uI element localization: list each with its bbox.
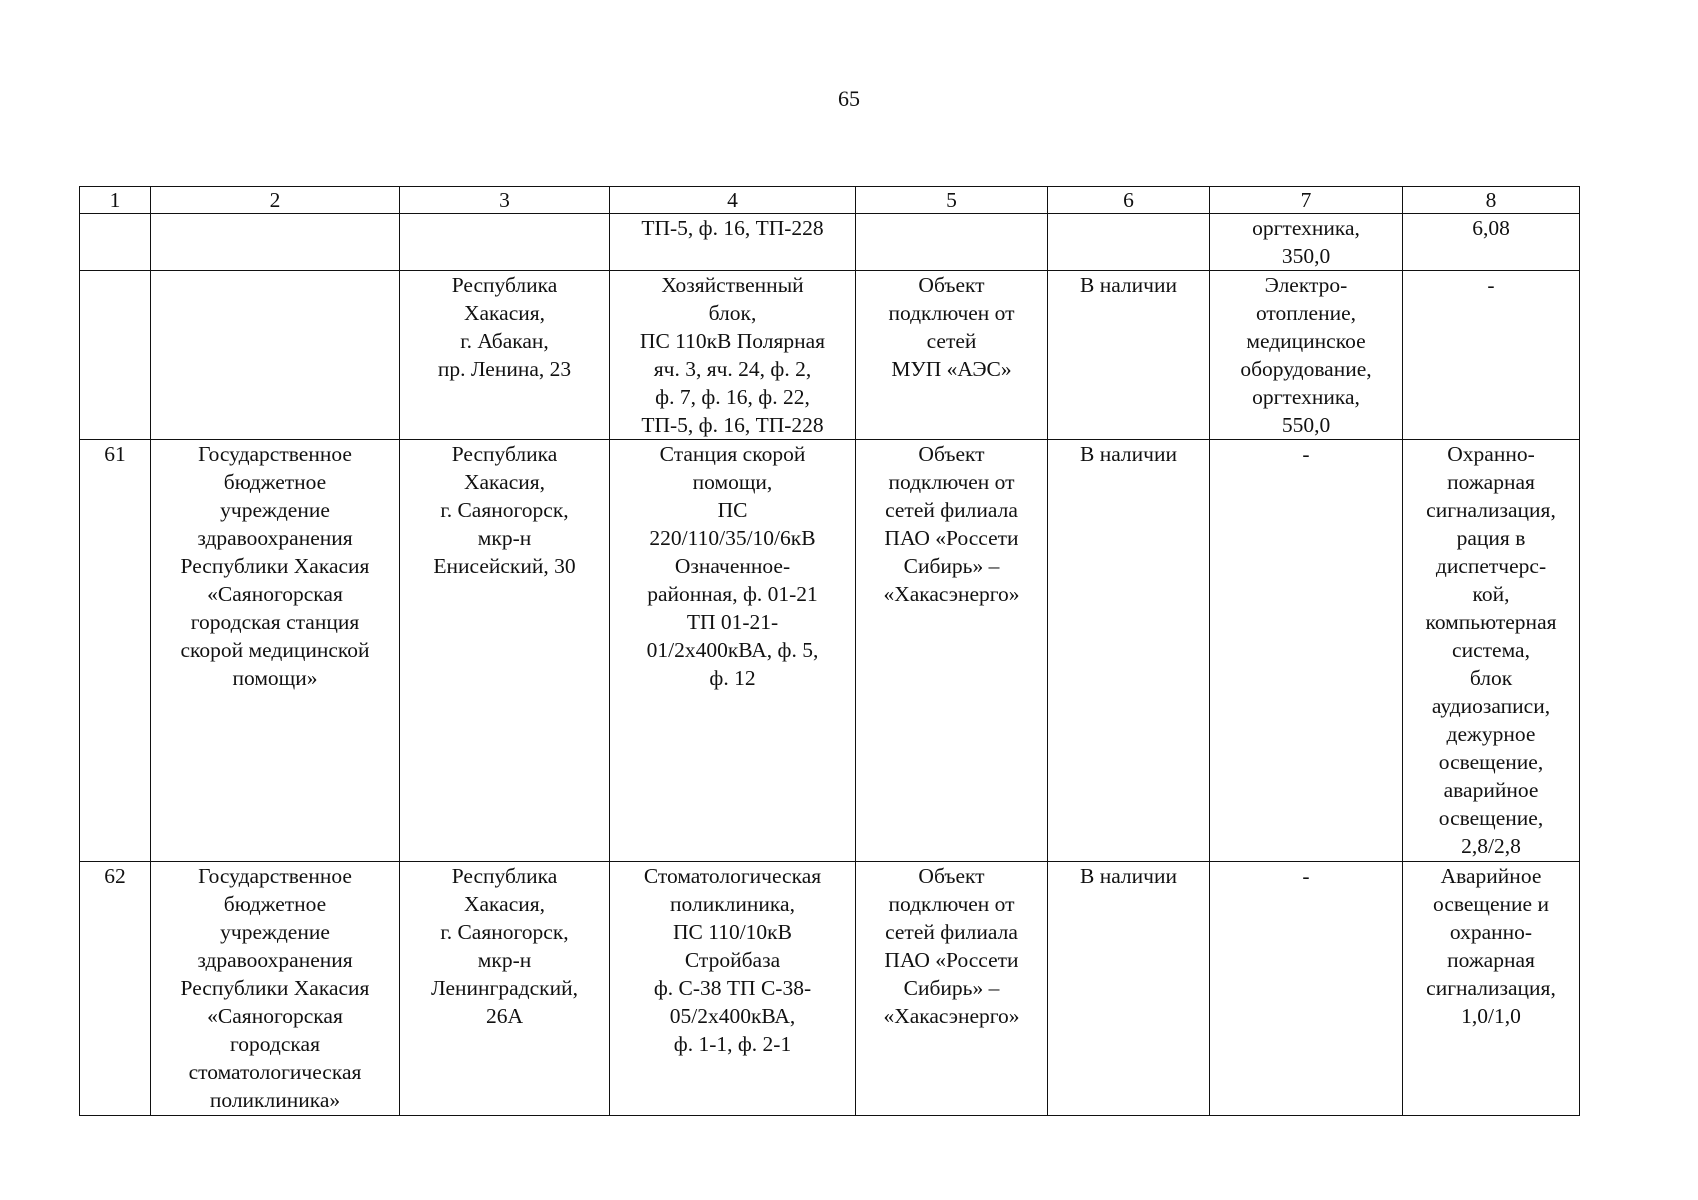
table-row	[80, 862, 1580, 1116]
cell-text-line: ф. 7, ф. 16, ф. 22,	[655, 385, 810, 409]
cell-text-line: Республика	[451, 442, 558, 466]
cell-text-line: Сибирь» –	[903, 554, 1000, 578]
cell-text-line: 05/2х400кВА,	[669, 1004, 796, 1028]
cell-text-line: Енисейский, 30	[433, 554, 576, 578]
status-cell	[1048, 440, 1210, 862]
cell-text-line: оборудование,	[1240, 357, 1372, 381]
cell-text-line: подключен от	[888, 301, 1015, 325]
cell-text-line: здравоохранения	[197, 948, 353, 972]
cell-text-line: подключен от	[888, 470, 1015, 494]
organization-cell	[151, 271, 400, 440]
cell-text-line: Стоматологическая	[643, 864, 822, 888]
cell-text-line: блок,	[708, 301, 757, 325]
header-cell: 7	[1210, 187, 1403, 214]
cell-text-line: г. Саяногорск,	[440, 920, 569, 944]
cell-text-line: помощи,	[692, 470, 773, 494]
cell-text-line: аварийное	[1443, 778, 1539, 802]
load-cell	[1210, 214, 1403, 271]
cell-text-line: блок	[1469, 666, 1513, 690]
cell-text-line: Республика	[451, 273, 558, 297]
cell-text-line: аудиозаписи,	[1431, 694, 1551, 718]
cell-text-line: Аварийное	[1440, 864, 1542, 888]
cell-text-line: -	[1302, 864, 1310, 888]
connection-cell	[856, 440, 1048, 862]
cell-text-line: сетей филиала	[885, 498, 1018, 522]
cell-text-line: Объект	[918, 442, 985, 466]
cell-text-line: подключен от	[888, 892, 1015, 916]
cell-text-line: стоматологическая	[188, 1060, 362, 1084]
cell-text-line: сетей филиала	[885, 920, 1018, 944]
cell-text-line: кой,	[1472, 582, 1510, 606]
status-cell	[1048, 271, 1210, 440]
cell-text-line: 220/110/35/10/6кВ	[649, 526, 816, 550]
cell-text-line: рация в	[1456, 526, 1526, 550]
cell-text-line: здравоохранения	[197, 526, 353, 550]
cell-text-line: ПАО «Россети	[884, 526, 1019, 550]
cell-text-line: Стройбаза	[684, 948, 781, 972]
cell-text-line: Хакасия,	[463, 470, 546, 494]
cell-text-line: 350,0	[1281, 244, 1331, 268]
table-row	[80, 440, 1580, 862]
cell-text-line: пр. Ленина, 23	[437, 357, 572, 381]
cell-text-line: «Хакасэнерго»	[883, 582, 1020, 606]
cell-text-line: Означенное-	[674, 554, 791, 578]
connection-cell	[856, 271, 1048, 440]
row-number	[80, 214, 151, 271]
cell-text-line: сигнализация,	[1426, 498, 1556, 522]
cell-text-line: «Хакасэнерго»	[883, 1004, 1020, 1028]
cell-text-line: Объект	[918, 864, 985, 888]
cell-text-line: ТП-5, ф. 16, ТП-228	[641, 413, 824, 437]
address-cell	[400, 862, 610, 1116]
cell-text-line: Ленинградский,	[431, 976, 578, 1000]
cell-text-line: г. Абакан,	[460, 329, 549, 353]
cell-text-line: оргтехника,	[1252, 385, 1360, 409]
cell-text-line: учреждение	[220, 498, 330, 522]
cell-text-line: диспетчерс-	[1435, 554, 1547, 578]
row-number	[80, 271, 151, 440]
object-cell	[610, 862, 856, 1116]
cell-text-line: «Саяногорская	[207, 1004, 343, 1028]
organization-cell	[151, 440, 400, 862]
cell-text-line: отопление,	[1255, 301, 1357, 325]
cell-text-line: городская	[230, 1032, 320, 1056]
cell-text-line: ф. 1-1, ф. 2-1	[673, 1032, 792, 1056]
organization-cell	[151, 862, 400, 1116]
cell-text-line: бюджетное	[223, 892, 327, 916]
object-cell	[610, 440, 856, 862]
row-number	[80, 862, 151, 1116]
cell-text-line: помощи»	[232, 666, 318, 690]
cell-text-line: Станция скорой	[659, 442, 806, 466]
backup-cell	[1403, 862, 1580, 1116]
cell-text-line: городская станция	[190, 610, 360, 634]
cell-text-line: ф. С-38 ТП С-38-	[653, 976, 812, 1000]
table-header-row	[80, 187, 1580, 214]
cell-text-line: Объект	[918, 273, 985, 297]
header-cell: 5	[856, 187, 1048, 214]
object-cell	[610, 214, 856, 271]
cell-text-line: Государственное	[198, 442, 352, 466]
cell-text-line: ф. 12	[709, 666, 756, 690]
header-cell: 8	[1403, 187, 1580, 214]
load-cell	[1210, 440, 1403, 862]
cell-text-line: сигнализация,	[1426, 976, 1556, 1000]
cell-text-line: Хакасия,	[463, 301, 546, 325]
load-cell	[1210, 862, 1403, 1116]
cell-text-line: районная, ф. 01-21	[647, 582, 818, 606]
cell-text-line: В наличии	[1079, 442, 1177, 466]
object-cell	[610, 271, 856, 440]
cell-text-line: ТП 01-21-	[686, 610, 779, 634]
cell-text-line: Государственное	[198, 864, 352, 888]
cell-text-line: мкр-н	[477, 948, 532, 972]
cell-text-line: сетей	[926, 329, 977, 353]
address-cell	[400, 271, 610, 440]
connection-cell	[856, 214, 1048, 271]
table-row	[80, 214, 1580, 271]
header-cell: 6	[1048, 187, 1210, 214]
cell-text-line: 62	[104, 864, 126, 888]
cell-text-line: скорой медицинской	[180, 638, 370, 662]
backup-cell	[1403, 214, 1580, 271]
cell-text-line: освещение,	[1438, 750, 1544, 774]
address-cell	[400, 214, 610, 271]
data-table	[79, 186, 1580, 1116]
cell-text-line: освещение,	[1438, 806, 1544, 830]
header-cell: 1	[80, 187, 151, 214]
page-number: 65	[838, 86, 860, 111]
cell-text-line: В наличии	[1079, 864, 1177, 888]
cell-text-line: охранно-	[1449, 920, 1533, 944]
header-cell: 3	[400, 187, 610, 214]
cell-text-line: ТП-5, ф. 16, ТП-228	[641, 216, 824, 240]
cell-text-line: ПС 110/10кВ	[673, 920, 792, 944]
cell-text-line: оргтехника,	[1252, 216, 1360, 240]
cell-text-line: 01/2х400кВА, ф. 5,	[646, 638, 819, 662]
table-row	[80, 271, 1580, 440]
cell-text-line: 6,08	[1472, 216, 1510, 240]
cell-text-line: Республики Хакасия	[180, 554, 370, 578]
cell-text-line: Сибирь» –	[903, 976, 1000, 1000]
cell-text-line: ПС	[717, 498, 748, 522]
cell-text-line: ПС 110кВ Полярная	[639, 329, 826, 353]
header-cell: 2	[151, 187, 400, 214]
cell-text-line: яч. 3, яч. 24, ф. 2,	[653, 357, 812, 381]
cell-text-line: мкр-н	[477, 526, 532, 550]
cell-text-line: компьютерная	[1425, 610, 1557, 634]
cell-text-line: 2,8/2,8	[1461, 834, 1521, 858]
backup-cell	[1403, 440, 1580, 862]
cell-text-line: В наличии	[1079, 273, 1177, 297]
cell-text-line: бюджетное	[223, 470, 327, 494]
cell-text-line: пожарная	[1447, 948, 1535, 972]
cell-text-line: -	[1302, 442, 1310, 466]
organization-cell	[151, 214, 400, 271]
backup-cell	[1403, 271, 1580, 440]
load-cell	[1210, 271, 1403, 440]
cell-text-line: Республики Хакасия	[180, 976, 370, 1000]
cell-text-line: Электро-	[1264, 273, 1348, 297]
cell-text-line: поликлиника,	[670, 892, 795, 916]
cell-text-line: Охранно-	[1447, 442, 1535, 466]
address-cell	[400, 440, 610, 862]
cell-text-line: г. Саяногорск,	[440, 498, 569, 522]
row-number	[80, 440, 151, 862]
cell-text-line: медицинское	[1246, 329, 1366, 353]
connection-cell	[856, 862, 1048, 1116]
cell-text-line: система,	[1452, 638, 1530, 662]
header-cell: 4	[610, 187, 856, 214]
cell-text-line: «Саяногорская	[207, 582, 343, 606]
cell-text-line: МУП «АЭС»	[891, 357, 1012, 381]
cell-text-line: -	[1487, 273, 1495, 297]
cell-text-line: поликлиника»	[209, 1088, 341, 1112]
cell-text-line: 550,0	[1281, 413, 1331, 437]
status-cell	[1048, 214, 1210, 271]
cell-text-line: ПАО «Россети	[884, 948, 1019, 972]
status-cell	[1048, 862, 1210, 1116]
cell-text-line: 1,0/1,0	[1461, 1004, 1521, 1028]
cell-text-line: Хозяйственный	[661, 273, 804, 297]
cell-text-line: Республика	[451, 864, 558, 888]
cell-text-line: Хакасия,	[463, 892, 546, 916]
cell-text-line: учреждение	[220, 920, 330, 944]
cell-text-line: 26А	[485, 1004, 524, 1028]
cell-text-line: 61	[104, 442, 126, 466]
cell-text-line: пожарная	[1447, 470, 1535, 494]
cell-text-line: освещение и	[1433, 892, 1549, 916]
cell-text-line: дежурное	[1446, 722, 1536, 746]
